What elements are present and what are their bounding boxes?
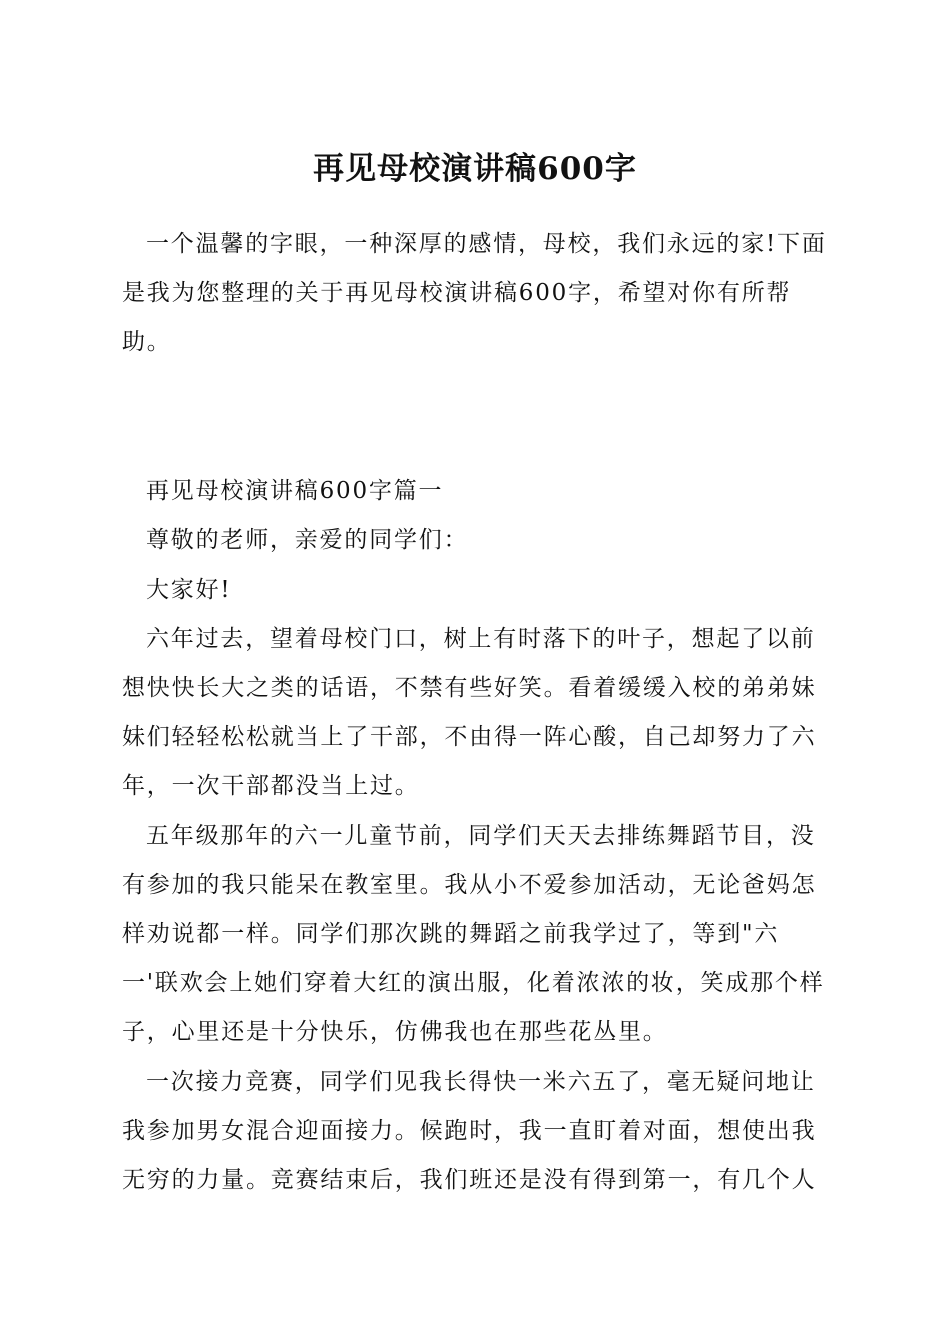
body-paragraph-3: 一次接力竞赛，同学们见我长得快一米六五了，毫无疑问地让我参加男女混合迎面接力。候跑时，我一直盯着对面，想使出我无穷的力量。竞赛结束后，我们班还是没有得到第一，有几个人 bbox=[122, 1069, 817, 1193]
greeting-line: 大家好! bbox=[146, 577, 232, 603]
section-heading: 再见母校演讲稿600字篇一 bbox=[146, 478, 444, 504]
body-paragraph-2: 五年级那年的六一儿童节前，同学们天天去排练舞蹈节目，没有参加的我只能呆在教室里。我从小不爱参加活动，无论爸妈怎样劝说都一样。同学们那次跳的舞蹈之前我学过了，等到"六一'联欢会上她们穿着大红的演出服，化着浓浓的妆，笑成那个样子，心里还是十分快乐，仿佛我也在那些花丛里。 bbox=[122, 823, 825, 1045]
salutation-line: 尊敬的老师，亲爱的同学们： bbox=[146, 527, 469, 553]
intro-paragraph: 一个温馨的字眼，一种深厚的感情，母校，我们永远的家!下面是我为您整理的关于再见母校演讲稿600字，希望对你有所帮助。 bbox=[122, 231, 827, 355]
body-paragraph-1: 六年过去，望着母校门口，树上有时落下的叶子，想起了以前想快快长大之类的话语，不禁有些好笑。看着缓缓入校的弟弟妹妹们轻轻松松就当上了干部，不由得一阵心酸，自己却努力了六年，一次干部都没当上过。 bbox=[122, 626, 817, 799]
document-title: 再见母校演讲稿600字 bbox=[313, 151, 637, 187]
